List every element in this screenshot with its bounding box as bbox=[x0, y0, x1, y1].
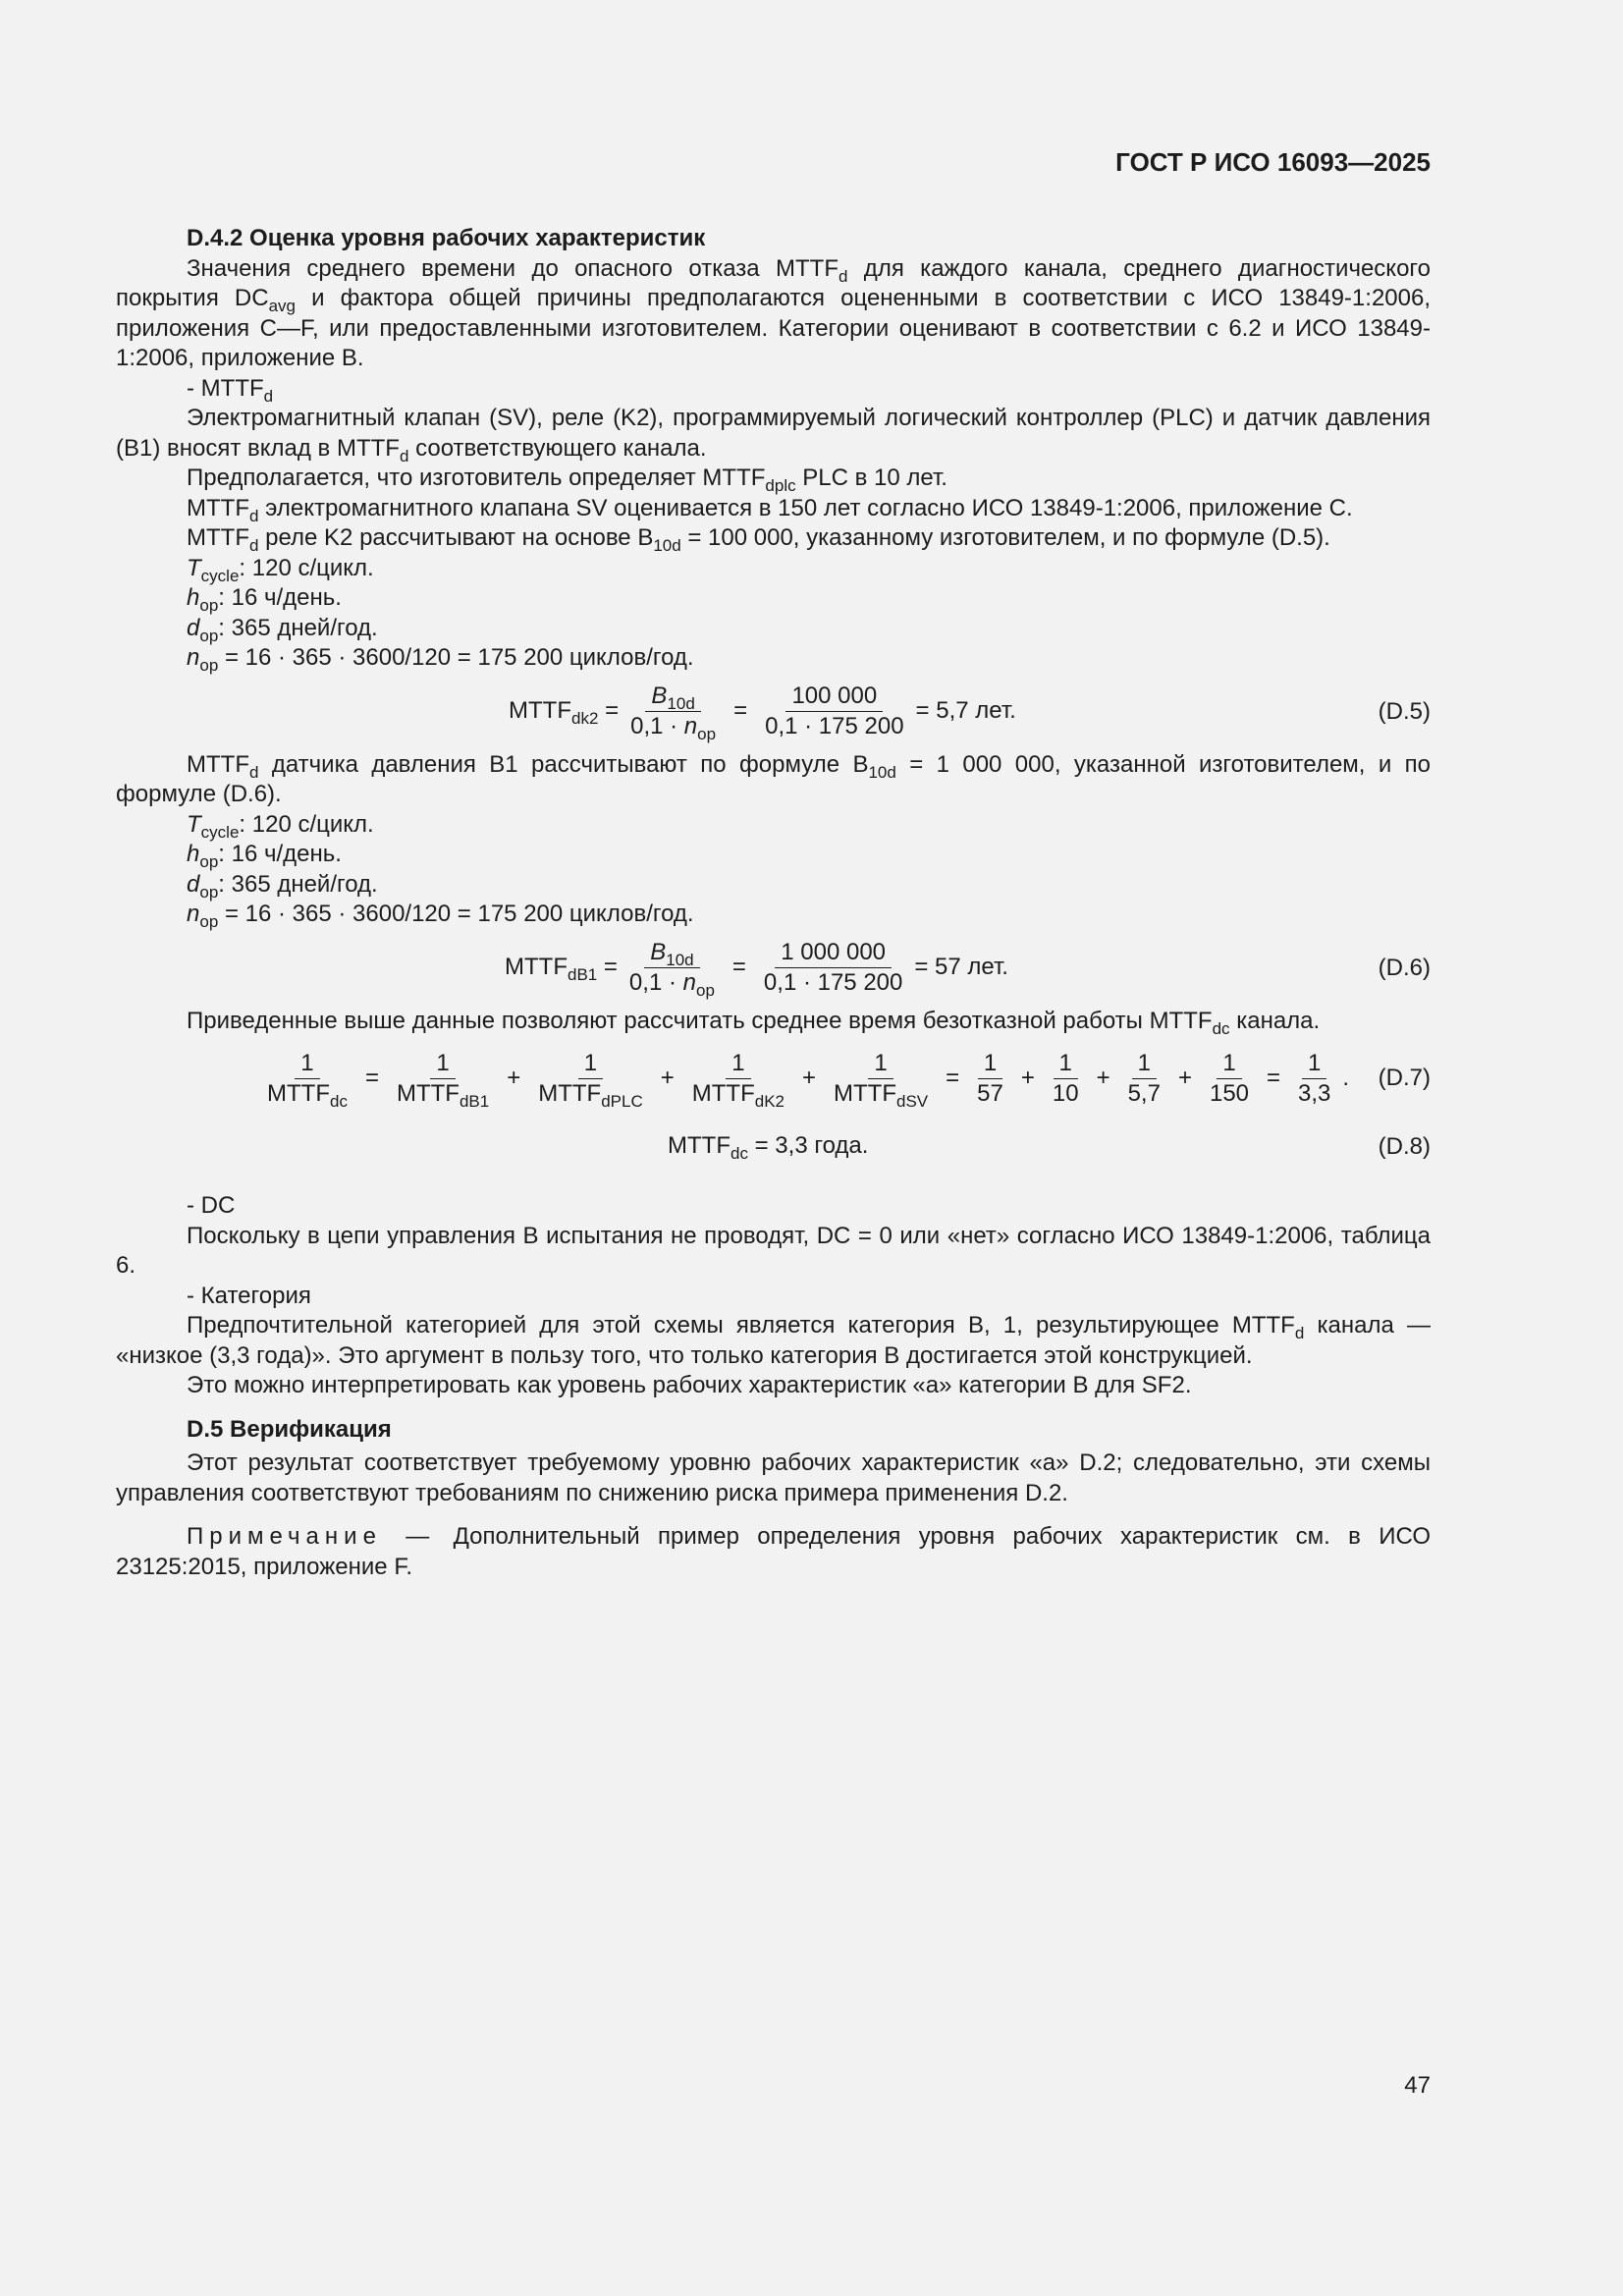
param-tcycle: $T_{cycle}$: 120 с/цикл. bbox=[187, 810, 374, 842]
param-hop: $h_{op}$: 16 ч/день. bbox=[187, 584, 342, 615]
fraction: $\frac{1}{5,7}$ bbox=[1127, 1049, 1161, 1107]
eq-lhs: $MTTF_{dB1}$ = bbox=[505, 954, 618, 985]
param-hop: $h_{op}$: 16 ч/день. bbox=[187, 841, 342, 871]
fraction: $\frac{100 000}{0,1 \cdot 175 200}$ bbox=[765, 683, 904, 739]
bullet-mttf: - $MTTF_d$ bbox=[187, 374, 274, 406]
paragraph: Значения среднего времени до опасного отказа $MTTF_d$ для каждого канала, среднего диагностического покрытия $DC_{avg}$ и фактора общей причины предполагаются оцененными в соответствии с ИСО 13849-1:2006, приложения C—F, или предоставленными изготовителем. Категории оценивают в соответствии с 6.2 и ИСО 13849-1:2006, приложение B. bbox=[116, 254, 1431, 371]
fraction: $\frac{1}{10}$ bbox=[1052, 1049, 1079, 1107]
equation-d6: $MTTF_{dB1}$ = $\frac{B_{10d}}{0,1 \cdot n_{op}}$ = $\frac{1 000 000}{0,1 \cdot 175 200}$ = 57 лет. (D.6) bbox=[505, 939, 1431, 1000]
param-tcycle: $T_{cycle}$: 120 с/цикл. bbox=[187, 554, 374, 585]
fraction: $\frac{1}{3,3}$ bbox=[1298, 1049, 1331, 1107]
fraction: $\frac{1}{MTTF_{dc}}$ bbox=[267, 1049, 348, 1111]
param-dop: $d_{op}$: 365 дней/год. bbox=[187, 870, 378, 902]
paragraph: $MTTF_d$ датчика давления B1 рассчитывают по формуле $B_{10d} = 1$ 000 000, указанной изготовителем, и по формуле (D.6). bbox=[116, 750, 1432, 807]
page-number: 47 bbox=[1404, 2072, 1431, 2099]
document-header: ГОСТ Р ИСО 16093—2025 bbox=[1115, 147, 1431, 177]
section-heading-d42: D.4.2 Оценка уровня рабочих характеристик bbox=[187, 225, 706, 251]
paragraph: Предпочтительной категорией для этой схемы является категория B, 1, результирующее $MTTF_d$ канала — «низкое (3,3 года)». Это аргумент в пользу того, что только категория B достигается этой конструкцией. bbox=[116, 1312, 1431, 1369]
equation-d5: $MTTF_{dk2}$ = $\frac{B_{10d}}{0,1 \cdot n_{op}}$ = $\frac{100 000}{0,1 \cdot 175 200}$ = 5,7 лет. (D.5) bbox=[509, 683, 1431, 743]
equation-number: (D.6) bbox=[1378, 954, 1431, 981]
bullet-dc: - DC bbox=[187, 1192, 236, 1219]
equation-d7: $\frac{1}{MTTF_{dc}}$ = $\frac{1}{MTTF_{dB1}}$ + $\frac{1}{MTTF_{dPLC}}$ + $\frac{1}{MTTF_{dK2}}$ + $\frac{1}{MTTF_{dSV}}$ = $\frac{1}{57}$ + $\frac{1}{10}$ + $\frac{1}{5,7}$ + $\frac{1}{150}$ = $\frac{1}{3,3}$ . (D.7) bbox=[116, 1050, 1431, 1107]
fraction: $\frac{1}{MTTF_{dPLC}}$ bbox=[538, 1049, 643, 1111]
paragraph: Предполагается, что изготовитель определяет $MTTF_{dplc}$ PLC в 10 лет. bbox=[187, 465, 947, 495]
param-dop: $d_{op}$: 365 дней/год. bbox=[187, 614, 378, 645]
equation-d8: $MTTF_{dc} = 3,3$ года. (D.8) bbox=[668, 1131, 1431, 1163]
eq-lhs: $MTTF_{dk2}$ = bbox=[509, 697, 620, 729]
page-content bbox=[116, 224, 1431, 1582]
fraction: $\frac{1}{MTTF_{dSV}}$ bbox=[834, 1049, 929, 1111]
fraction: $\frac{1}{57}$ bbox=[977, 1049, 1003, 1107]
fraction: $\frac{B_{10d}}{0,1 \cdot n_{op}}$ bbox=[630, 683, 717, 743]
equation-number: (D.5) bbox=[1378, 697, 1431, 725]
param-nop: $n_{op} = 16 \cdot 365 \cdot 3600/120 = 175$ 200 циклов/год. bbox=[187, 644, 694, 675]
paragraph: Это можно интерпретировать как уровень рабочих характеристик «а» категории B для SF2. bbox=[187, 1372, 1192, 1398]
fraction: $\frac{1 000 000}{0,1 \cdot 175 200}$ bbox=[763, 939, 903, 996]
paragraph: Приведенные выше данные позволяют рассчитать среднее время безотказной работы $MTTF_{dc}$ канала. bbox=[187, 1007, 1321, 1038]
section-heading-d5: D.5 Верификация bbox=[187, 1415, 392, 1443]
fraction: $\frac{1}{150}$ bbox=[1209, 1049, 1250, 1107]
fraction: $\frac{1}{MTTF_{dK2}}$ bbox=[691, 1049, 784, 1111]
paragraph: $MTTF_d$ электромагнитного клапана SV оценивается в 150 лет согласно ИСО 13849-1:2006, приложение C. bbox=[187, 494, 1353, 525]
fraction: $\frac{1}{MTTF_{dB1}}$ bbox=[396, 1049, 490, 1111]
fraction: $\frac{B_{10d}}{0,1 \cdot n_{op}}$ bbox=[628, 939, 715, 1000]
equation-number: (D.7) bbox=[1378, 1065, 1431, 1091]
paragraph: Этот результат соответствует требуемому уровню рабочих характеристик «а» D.2; следовательно, эти схемы управления соответствуют требованиям по снижению риска примера применения D.2. bbox=[116, 1449, 1431, 1506]
note: Примечание — Дополнительный пример определения уровня рабочих характеристик см. в ИСО 23125:2015, приложение F. bbox=[116, 1523, 1431, 1580]
paragraph: Поскольку в цепи управления B испытания не проводят, DC = 0 или «нет» согласно ИСО 13849-1:2006, таблица 6. bbox=[116, 1222, 1431, 1279]
equation-number: (D.8) bbox=[1378, 1133, 1431, 1160]
param-nop: $n_{op} = 16 \cdot 365 \cdot 3600/120 = 175$ 200 циклов/год. bbox=[187, 901, 694, 931]
bullet-category: - Категория bbox=[187, 1282, 311, 1309]
paragraph: $MTTF_d$ реле K2 рассчитывают на основе $B_{10d} = 100$ 000, указанному изготовителем, и по формуле (D.5). bbox=[187, 524, 1330, 555]
paragraph: Электромагнитный клапан (SV), реле (K2), программируемый логический контроллер (PLC) и датчик давления (B1) вносят вклад в $MTTF_d$ соответствующего канала. bbox=[116, 405, 1431, 465]
